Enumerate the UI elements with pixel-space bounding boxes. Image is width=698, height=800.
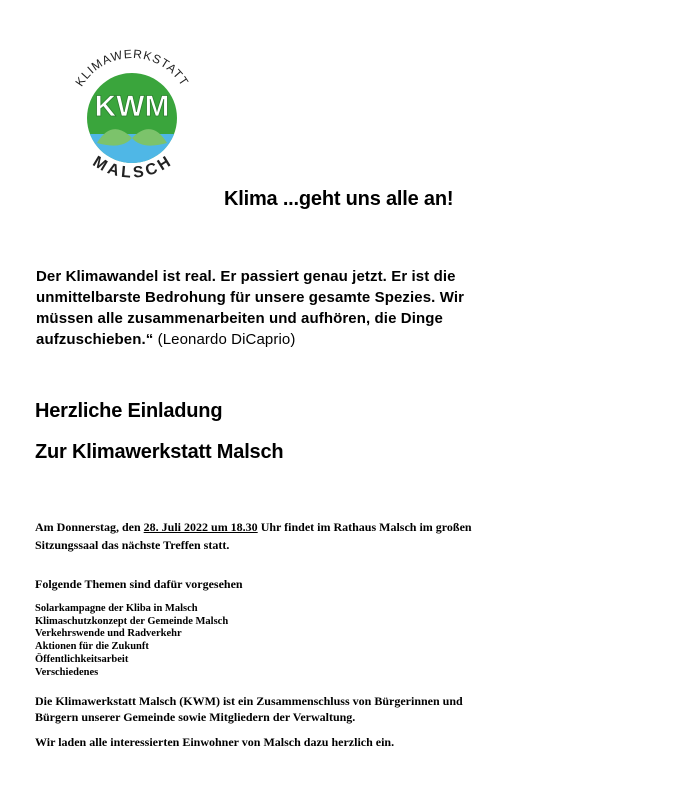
logo-center-letters: KWM — [94, 90, 170, 123]
quote-author: (Leonardo DiCaprio) — [153, 331, 296, 348]
list-item: Klimaschutzkonzept der Gemeinde Malsch — [35, 615, 229, 627]
invitation-suffix: Uhr findet im Rathaus Malsch im großen Sitzungssaal das nächste Treffen statt. — [35, 520, 472, 552]
closing-text: Wir laden alle interessierten Einwohner von Malsch dazu herzlich ein. — [35, 735, 395, 749]
about-text: Die Klimawerkstatt Malsch (KWM) ist ein Zusammenschluss von Bürgerinnen und Bürgern unserer Gemeinde sowie Mitgliedern der Verwaltung. — [35, 694, 463, 724]
list-item: Verschiedenes — [35, 666, 99, 678]
list-item: Solarkampagne der Kliba in Malsch — [35, 603, 198, 614]
heading-invitation: Herzliche Einladung — [35, 400, 223, 422]
quote-text: Der Klimawandel ist real. Er passiert genau jetzt. Er ist die unmittelbarste Bedrohung für unsere gesamte Spezies. Wir müssen alle zusammenarbeiten und aufhören, die Dinge aufzuschieben.“ — [36, 268, 465, 348]
list-item: Öffentlichkeitsarbeit — [35, 653, 129, 665]
invitation-date-time: 28. Juli 2022 um 18.30 — [143, 520, 258, 534]
list-item: Verkehrswende und Radverkehr — [35, 628, 182, 640]
kwm-logo-graphic — [52, 38, 212, 188]
quote — [36, 266, 506, 350]
topics-heading: Folgende Themen sind dafür vorgesehen — [35, 577, 243, 591]
topics-list — [35, 603, 228, 679]
kwm-logo — [52, 38, 212, 188]
invitation-text — [35, 518, 495, 554]
invitation-prefix: Am Donnerstag, den — [35, 520, 144, 534]
logo-ring-bottom: MALSCH — [89, 153, 175, 182]
heading-workshop: Zur Klimawerkstatt Malsch — [35, 441, 284, 463]
slogan: Klima ...geht uns alle an! — [224, 188, 454, 210]
list-item: Aktionen für die Zukunft — [35, 641, 149, 653]
logo-ring-top: KLIMAWERKSTATT — [72, 46, 192, 89]
